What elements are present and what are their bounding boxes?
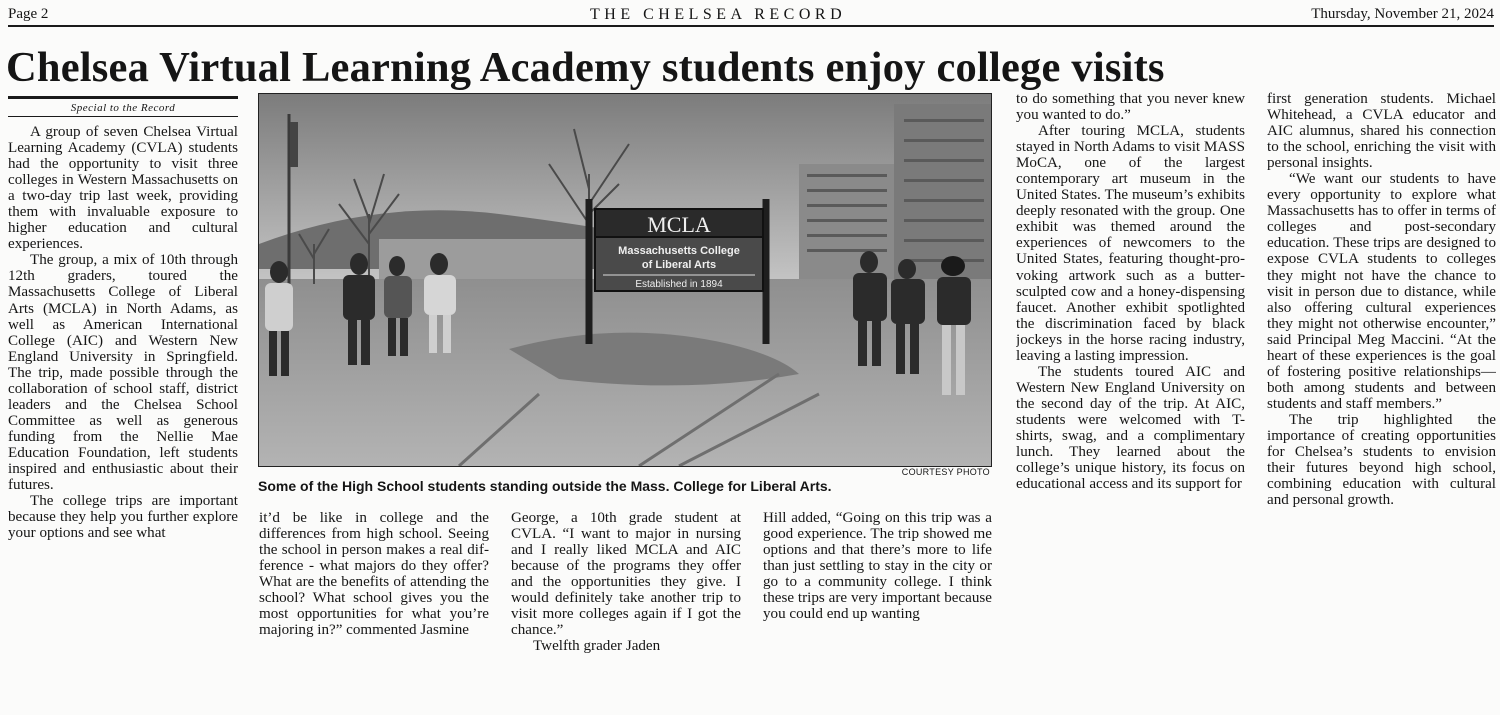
article-column-1: [8, 124, 238, 694]
sign-title: MCLA: [647, 212, 711, 237]
dormitory-left: [799, 164, 894, 284]
paragraph: The trip highlighted the importance of creating opportunities for Chelsea’s students to envision their futures beyond high school, combining education with cultural and personal growth.: [1267, 411, 1496, 509]
photo-credit: COURTESY PHOTO: [901, 467, 990, 477]
paragraph: it’d be like in college and the differences from high school. Seeing the school in person makes a real difference - what majors do they offer? What are the benefits of attending the school? What school gives you the most opportunities for what you’re majoring in?” commented Jasmine: [259, 510, 489, 639]
paragraph: Hill added, “Going on this trip was a good experience. The trip showed me options and that there’s more to life than just settling to stay in the city or go to a community college. I think these trips are very important because you could end up wanting: [763, 510, 992, 623]
sign-line-1: Massachusetts College: [618, 245, 740, 257]
paragraph: to do something that you never knew you wanted to do.”: [1016, 91, 1245, 124]
sign-line-2: of Liberal Arts: [641, 259, 717, 271]
distant-buildings: [379, 239, 589, 279]
paragraph: Twelfth grader Jaden: [533, 638, 661, 655]
photo-caption: Some of the High School students standing outside the Mass. College for Liberal Arts.: [258, 478, 832, 494]
paragraph: After touring MCLA, students stayed in North Adams to visit MASS MoCA, one of the largest contemporary art museum in the United States. The museum’s exhibits deeply resonated with the group. One exhibit was themed around the experiences of newcomers to the United States, featuring thought-provoking artwork such as a butter-sculpted cow and a honey-dispensing faucet. Another exhibit spotlighted the discrimination faced by black jockeys in the horse racing industry, leaving a lasting impression.: [1016, 123, 1245, 364]
page-header: [8, 2, 1494, 26]
article-column-6: [1267, 91, 1496, 694]
sign-established: Established in 1894: [635, 279, 723, 290]
article-column-2: [259, 510, 489, 694]
article-column-5: [1016, 91, 1245, 694]
issue-date: Thursday, November 21, 2024: [1311, 6, 1494, 22]
byline: Special to the Record: [8, 96, 238, 117]
article-photo: [258, 93, 992, 467]
page-number: Page 2: [8, 6, 49, 22]
paragraph: The students toured AIC and Western New England University on the second day of the trip. At AIC, students were welcomed with T-shirts, swag, and a complimentary lunch. They learned about the college’s unique history, its focus on educational access and its support for: [1016, 363, 1245, 493]
header-rule: [8, 25, 1494, 27]
paragraph: “We want our students to have every opportunity to explore what Massachusetts has to offer in terms of colleges and post-secondary education. These trips are designed to expose CVLA students to colleges they might not have the chance to visit in person due to distance, while also offering cultural experiences they might not otherwise encounter,” said Principal Meg Maccini. “At the heart of these experiences is the goal of fostering positive relationships—both among students and between students and staff members.”: [1267, 171, 1496, 412]
article-column-3: [511, 510, 741, 694]
paragraph: The group, a mix of 10th through 12th graders, toured the Massachusetts College of Liberal Arts (MCLA) in North Adams, as well as American International College (AIC) and Western New England University in Springfield. The trip, made possible through the collaboration of school staff, district leaders and the Chelsea School Committee as well as generous funding from the Nellie Mae Education Foundation, left students inspired and enthusiastic about their futures.: [8, 252, 238, 494]
dormitory-right: [894, 104, 991, 284]
flag: [290, 122, 298, 167]
paragraph: George, a 10th grade student at CVLA. “I want to major in nursing and I really liked MCLA and AIC because of the programs they offer and the opportunities they give. I would definitely take another trip to visit more colleges again if I got the chance.”: [511, 510, 741, 639]
mcla-sign: [595, 209, 763, 291]
paragraph: The college trips are important because they help you further explore your options and see what: [8, 493, 238, 542]
newspaper-name: THE CHELSEA RECORD: [590, 6, 847, 23]
article-headline: Chelsea Virtual Learning Academy students enjoy college visits: [6, 44, 1165, 91]
paragraph: A group of seven Chelsea Virtual Learning Academy (CVLA) students had the opportunity to visit three colleges in Western Massachusetts on a two-day trip last week, providing them with invaluable exposure to higher education and cultural experiences.: [8, 124, 238, 253]
paragraph: first generation students. Michael Whitehead, a CVLA educator and AIC alumnus, shared his connection to the school, enriching the visit with personal insights.: [1267, 91, 1496, 172]
article-column-4: [763, 510, 992, 694]
